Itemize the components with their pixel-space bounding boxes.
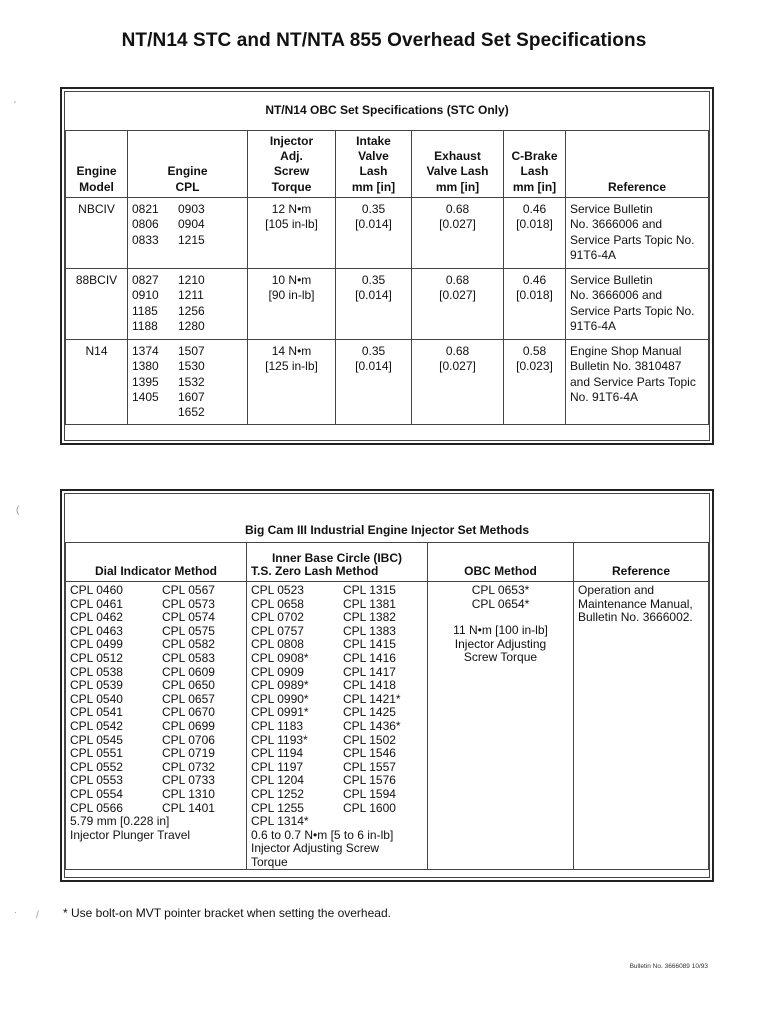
cpl-item: CPL 0908*	[251, 650, 309, 665]
cpl-item: CPL 1194	[251, 746, 304, 761]
col-obc-method: OBC Method	[428, 543, 574, 582]
cpl-item: CPL 1193*	[251, 732, 308, 747]
col-cbrake-lash: C-Brake Lash mm [in]	[504, 131, 566, 198]
cpl-item: CPL 0567	[162, 583, 215, 597]
cpl-item: CPL 1197	[251, 759, 304, 774]
col-dial-indicator: Dial Indicator Method	[66, 543, 247, 582]
obc-note: 11 N•m [100 in-lb]	[453, 623, 548, 638]
cpl-item: CPL 1255	[251, 800, 304, 815]
injector-methods-table	[65, 494, 709, 870]
cpl-item: CPL 0574	[162, 610, 215, 625]
cpl-item: CPL 0542	[70, 718, 123, 733]
exhaust-lash: 0.68 [0.027]	[412, 340, 504, 425]
table-row	[66, 198, 709, 269]
engine-model: 88BCIV	[66, 269, 128, 340]
cpl-item: CPL 0719	[162, 746, 215, 761]
cpl-item: CPL 0463	[70, 623, 123, 638]
col-reference: Reference	[566, 131, 709, 198]
cpl-item: CPL 1252	[251, 786, 304, 801]
cpl-item: CPL 0582	[162, 637, 215, 652]
col-screw-torque: Injector Adj. Screw Torque	[248, 131, 336, 198]
cpl-item: CPL 0583	[162, 650, 215, 665]
cpl-item: CPL 1576	[343, 773, 396, 788]
cpl-item: CPL 0539	[70, 678, 123, 693]
intake-lash: 0.35 [0.014]	[336, 269, 412, 340]
cpl-item: CPL 0657	[162, 691, 215, 706]
cpl-item: CPL 1315	[343, 583, 396, 597]
cpl-item: CPL 0523	[251, 583, 304, 597]
cpl-item: CPL 0552	[70, 759, 123, 774]
obc-note: Screw Torque	[463, 650, 538, 665]
col-engine-model: Engine Model	[66, 131, 128, 198]
cpl-item: CPL 1417	[343, 664, 396, 679]
cpl-item: CPL 0990*	[251, 691, 309, 706]
cpl-item: CPL 0702	[251, 610, 304, 625]
obc-cpl: CPL 0653*	[471, 583, 530, 597]
cpl-item: CPL 0573	[162, 596, 215, 611]
scan-mark: .	[14, 905, 17, 916]
cbrake-lash: 0.58 [0.023]	[504, 340, 566, 425]
engine-cpl-list: 1374 1507 1380 1530 1395 1532 1405 1607 1652	[128, 340, 248, 425]
ibc-cpls	[247, 582, 428, 870]
scan-mark: '	[14, 100, 16, 111]
cpl-item: CPL 1310	[162, 786, 215, 801]
cpl-item: CPL 0540	[70, 691, 123, 706]
cpl-item: CPL 1382	[343, 610, 396, 625]
cpl-item: CPL 1436*	[343, 718, 401, 733]
cpl-item: CPL 0989*	[251, 678, 309, 693]
dial-note: 5.79 mm [0.228 in]	[70, 814, 170, 829]
reference: Engine Shop Manual Bulletin No. 3810487 and Service Parts Topic No. 91T6-4A	[566, 340, 709, 425]
cpl-item: CPL 0512	[70, 650, 123, 665]
cpl-item: CPL 0566	[70, 800, 123, 815]
obc-spec-table-frame	[60, 87, 714, 445]
cpl-item: CPL 1546	[343, 746, 396, 761]
cbrake-lash: 0.46 [0.018]	[504, 198, 566, 269]
engine-model: N14	[66, 340, 128, 425]
cpl-item: CPL 1314*	[251, 814, 309, 829]
cpl-item: CPL 1502	[343, 732, 396, 747]
obc-method-cell	[428, 582, 574, 870]
intake-lash: 0.35 [0.014]	[336, 198, 412, 269]
page-title: NT/N14 STC and NT/NTA 855 Overhead Set Specifications	[121, 30, 647, 51]
obc-spec-table	[65, 92, 709, 425]
injector-methods-table-frame	[60, 489, 714, 882]
cpl-item: CPL 0462	[70, 610, 123, 625]
obc-cpl: CPL 0654*	[471, 596, 530, 611]
cpl-item: CPL 0499	[70, 637, 123, 652]
cpl-item: CPL 0909	[251, 664, 304, 679]
cpl-item: CPL 0808	[251, 637, 304, 652]
cpl-item: CPL 1204	[251, 773, 304, 788]
col-ibc-method: Inner Base Circle (IBC) T.S. Zero Lash Method	[247, 543, 428, 582]
table-row	[66, 269, 709, 340]
cpl-item: CPL 0551	[70, 746, 123, 761]
cpl-item: CPL 1401	[162, 800, 215, 815]
engine-model: NBCIV	[66, 198, 128, 269]
cpl-item: CPL 0538	[70, 664, 123, 679]
reference: Operation and Maintenance Manual, Bulletin No. 3666002.	[574, 582, 709, 870]
cpl-item: CPL 1418	[343, 678, 396, 693]
cpl-item: CPL 1416	[343, 650, 396, 665]
cpl-item: CPL 0575	[162, 623, 215, 638]
bulletin-footer: Bulletin No. 3666089 10/93	[629, 963, 708, 970]
col-engine-cpl: Engine CPL	[128, 131, 248, 198]
exhaust-lash: 0.68 [0.027]	[412, 269, 504, 340]
reference: Service Bulletin No. 3666006 and Service Parts Topic No. 91T6-4A	[566, 269, 709, 340]
cpl-item: CPL 0733	[162, 773, 215, 788]
engine-cpl-list: 0827 1210 0910 1211 1185 1256 1188 1280	[128, 269, 248, 340]
cpl-item: CPL 1557	[343, 759, 396, 774]
cpl-item: CPL 0732	[162, 759, 215, 774]
reference: Service Bulletin No. 3666006 and Service Parts Topic No. 91T6-4A	[566, 198, 709, 269]
cpl-item: CPL 0650	[162, 678, 215, 693]
col-intake-lash: Intake Valve Lash mm [in]	[336, 131, 412, 198]
cpl-item: CPL 1381	[343, 596, 396, 611]
cpl-item: CPL 1600	[343, 800, 396, 815]
ibc-note: Injector Adjusting Screw	[251, 841, 380, 856]
cpl-item: CPL 0991*	[251, 705, 309, 720]
cpl-item: CPL 0706	[162, 732, 215, 747]
ibc-note: Torque	[251, 854, 288, 869]
footnote: * Use bolt-on MVT pointer bracket when setting the overhead.	[63, 906, 391, 920]
cpl-item: CPL 0658	[251, 596, 304, 611]
table-caption: Big Cam III Industrial Engine Injector Set Methods	[66, 494, 709, 543]
cpl-item: CPL 0460	[70, 583, 123, 597]
dial-note: Injector Plunger Travel	[70, 827, 191, 842]
screw-torque: 12 N•m [105 in-lb]	[248, 198, 336, 269]
scan-mark: (	[16, 505, 20, 516]
cpl-item: CPL 0545	[70, 732, 123, 747]
cpl-item: CPL 1415	[343, 637, 396, 652]
exhaust-lash: 0.68 [0.027]	[412, 198, 504, 269]
cbrake-lash: 0.46 [0.018]	[504, 269, 566, 340]
screw-torque: 14 N•m [125 in-lb]	[248, 340, 336, 425]
cpl-item: CPL 0757	[251, 623, 304, 638]
cpl-item: CPL 0609	[162, 664, 215, 679]
cpl-item: CPL 0461	[70, 596, 123, 611]
cpl-item: CPL 0554	[70, 786, 123, 801]
engine-cpl-list: 0821 0903 0806 0904 0833 1215	[128, 198, 248, 269]
col-exhaust-lash: Exhaust Valve Lash mm [in]	[412, 131, 504, 198]
cpl-item: CPL 1421*	[343, 691, 401, 706]
cpl-item: CPL 0553	[70, 773, 123, 788]
obc-note: Injector Adjusting	[454, 636, 547, 651]
col-reference: Reference	[574, 543, 709, 582]
ibc-note: 0.6 to 0.7 N•m [5 to 6 in-lb]	[251, 827, 394, 842]
cpl-item: CPL 0541	[70, 705, 123, 720]
scan-mark: /	[36, 910, 39, 921]
cpl-item: CPL 1594	[343, 786, 396, 801]
intake-lash: 0.35 [0.014]	[336, 340, 412, 425]
cpl-item: CPL 0699	[162, 718, 215, 733]
table-row	[66, 340, 709, 425]
cpl-item: CPL 1383	[343, 623, 396, 638]
cpl-item: CPL 1183	[251, 718, 304, 733]
table-caption: NT/N14 OBC Set Specifications (STC Only)	[66, 92, 709, 131]
screw-torque: 10 N•m [90 in-lb]	[248, 269, 336, 340]
cpl-item: CPL 0670	[162, 705, 215, 720]
dial-indicator-cpls	[66, 582, 247, 870]
cpl-item: CPL 1425	[343, 705, 396, 720]
